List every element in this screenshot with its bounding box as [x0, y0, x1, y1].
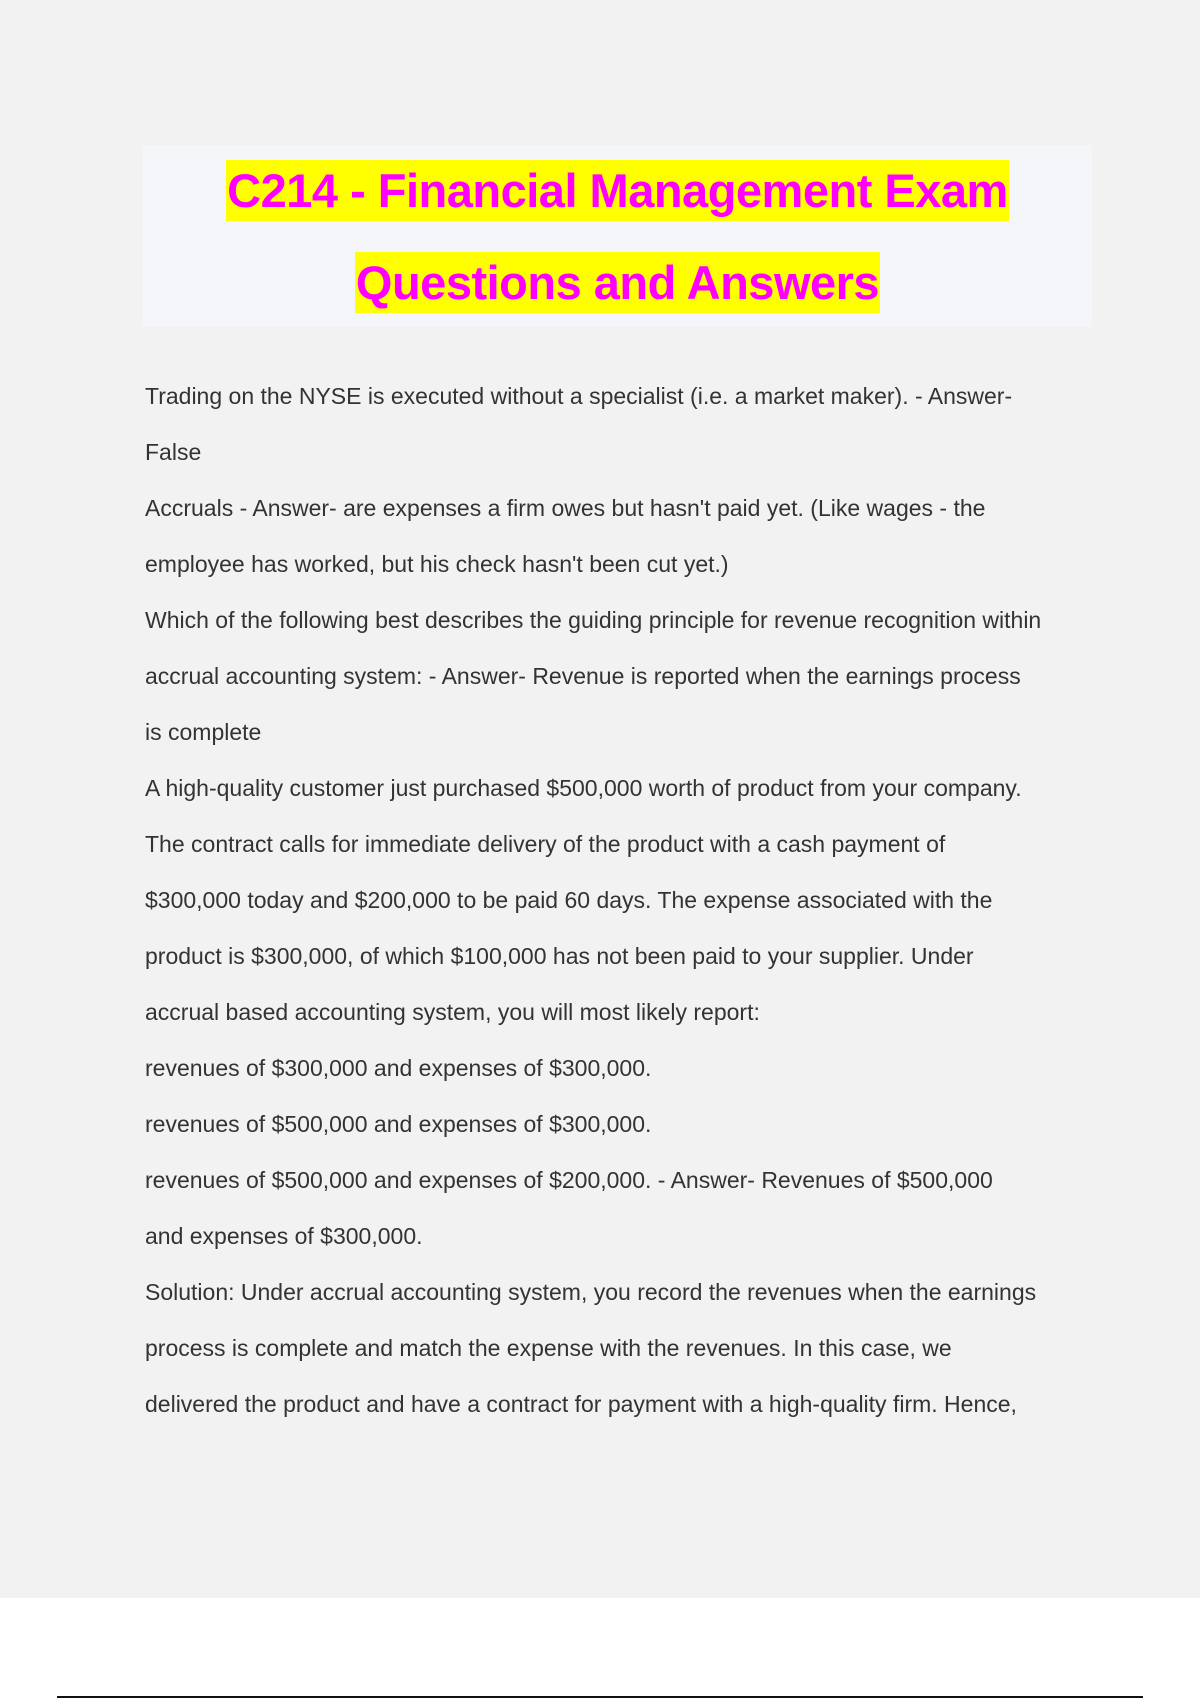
body-text-line: revenues of $500,000 and expenses of $200,000. - Answer- Revenues of $500,000 — [145, 1167, 993, 1193]
body-text-line: The contract calls for immediate delivery of the product with a cash payment of — [145, 831, 946, 857]
document-body — [145, 368, 1095, 1432]
body-text-line: accrual based accounting system, you will most likely report: — [145, 999, 760, 1025]
body-text-line: revenues of $300,000 and expenses of $300,000. — [145, 1055, 652, 1081]
body-text-line: Accruals - Answer- are expenses a firm owes but hasn't paid yet. (Like wages - the — [145, 495, 986, 521]
title-line-1 — [143, 145, 1092, 237]
body-text-line: Solution: Under accrual accounting system, you record the revenues when the earnings — [145, 1279, 1037, 1305]
body-text-line: employee has worked, but his check hasn't been cut yet.) — [145, 551, 729, 577]
body-text-line: Trading on the NYSE is executed without a specialist (i.e. a market maker). - Answer- — [145, 383, 1013, 409]
body-text-line: Which of the following best describes the guiding principle for revenue recognition within — [145, 607, 1042, 633]
body-text-line: product is $300,000, of which $100,000 has not been paid to your supplier. Under — [145, 943, 974, 969]
body-text-line: A high-quality customer just purchased $500,000 worth of product from your company. — [145, 775, 1022, 801]
body-text-line: False — [145, 439, 202, 465]
document-title-part-2: Questions and Answers — [355, 252, 880, 313]
body-text-line: delivered the product and have a contract for payment with a high-quality firm. Hence, — [145, 1391, 1017, 1417]
footer-divider — [57, 1696, 1143, 1698]
body-text-line: process is complete and match the expense with the revenues. In this case, we — [145, 1335, 952, 1361]
body-text-line: accrual accounting system: - Answer- Revenue is reported when the earnings process — [145, 663, 1021, 689]
title-block — [143, 145, 1092, 327]
body-text-line: is complete — [145, 719, 262, 745]
body-text-line: revenues of $500,000 and expenses of $300,000. — [145, 1111, 652, 1137]
title-line-2 — [143, 237, 1092, 329]
document-title-part-1: C214 - Financial Management Exam — [226, 160, 1009, 221]
body-text-line: $300,000 today and $200,000 to be paid 60 days. The expense associated with the — [145, 887, 993, 913]
body-text-line: and expenses of $300,000. — [145, 1223, 423, 1249]
